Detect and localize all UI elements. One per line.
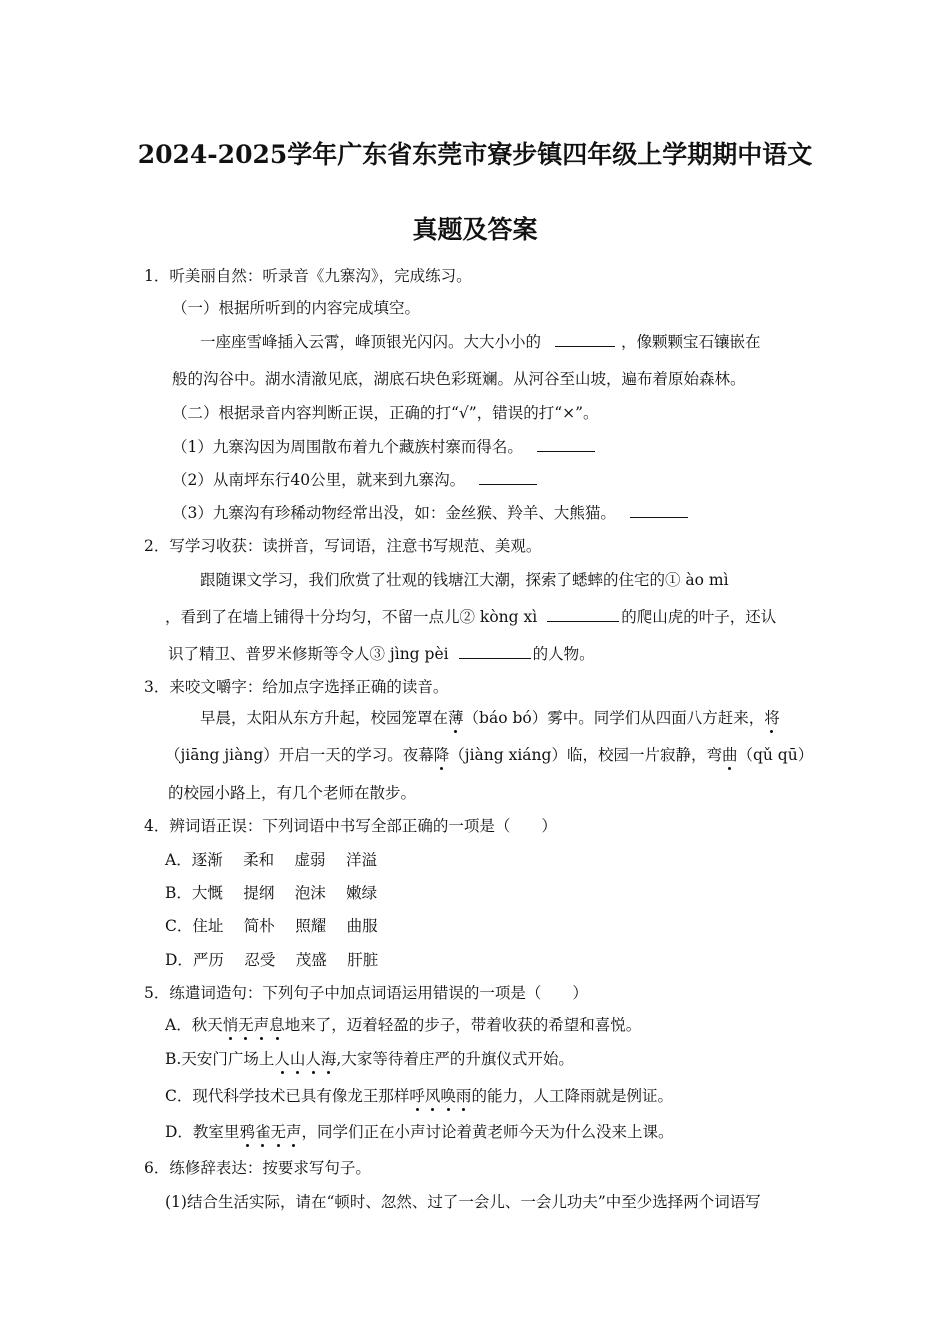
dotted-char: 悄 xyxy=(222,1016,239,1034)
dotted-char: 声 xyxy=(253,1016,270,1034)
q3-line-3: 的校园小路上，有几个老师在散步。 xyxy=(168,784,417,802)
q3-line-1 xyxy=(200,708,780,728)
q1-fill-blank[interactable] xyxy=(555,332,615,347)
q2-line-3-text-a: 识了精卫、普罗米修斯等令人③ jìng pèi xyxy=(168,645,449,663)
dotted-char: 雨 xyxy=(455,1087,472,1105)
q5-option-a-dotted xyxy=(223,1016,285,1034)
q1-item-3-text: （3）九寨沟有珍稀动物经常出没，如：金丝猴、羚羊、大熊猫。 xyxy=(172,504,616,522)
dotted-char: 鸦 xyxy=(239,1123,255,1141)
q1-para-line-2: 般的沟谷中。湖水清澈见底，湖底石块色彩斑斓。从河谷至山坡，遍布着原始森林。 xyxy=(172,370,746,388)
q3-line-2 xyxy=(165,745,813,765)
q1-para-text-a: 一座座雪峰插入云霄，峰顶银光闪闪。大大小小的 xyxy=(200,333,542,351)
dotted-char: 风 xyxy=(424,1087,441,1105)
q1-para-text-b: ，像颗颗宝石镶嵌在 xyxy=(621,333,761,351)
q5-option-c-dotted xyxy=(409,1087,471,1105)
q3-line-2-text-a: （jiāng jiàng）开启一天的学习。夜幕 xyxy=(165,746,434,764)
q2-line-2-text-a: ，看到了在墙上铺得十分均匀，不留一点儿② kòng xì xyxy=(165,608,538,626)
q5-option-b[interactable] xyxy=(165,1049,574,1069)
q1-item-2-text: （2）从南坪东行40公里，就来到九寨沟。 xyxy=(172,471,466,489)
dotted-char: 人 xyxy=(305,1050,321,1068)
q3-line-2-text-b: （jiàng xiáng）临，校园一片寂静，弯 xyxy=(449,746,722,764)
q5-option-d-prefix: D．教室里 xyxy=(165,1123,240,1141)
q4-option-d[interactable]: D．严历 忍受 茂盛 肝脏 xyxy=(165,951,379,969)
q5-option-c-prefix: C．现代科学技术已具有像龙王那样 xyxy=(165,1087,410,1105)
q3-line-1-text-a: 早晨，太阳从东方升起，校园笼罩在 xyxy=(200,709,449,727)
q5-option-d-dotted xyxy=(239,1123,301,1141)
q2-blank-2[interactable] xyxy=(547,607,619,622)
q1-item-1 xyxy=(172,437,595,457)
q3-dotted-char-jiang: 将 xyxy=(764,709,780,727)
q1-stem: 1．听美丽自然：听录音《九寨沟》，完成练习。 xyxy=(144,267,472,285)
q2-stem: 2．写学习收获：读拼音，写词语，注意书写规范、美观。 xyxy=(144,537,542,555)
q5-option-a-suffix: 地来了，迈着轻盈的步子，带着收获的希望和喜悦。 xyxy=(284,1016,642,1034)
q2-line-3-text-b: 的人物。 xyxy=(532,645,595,663)
dotted-char: 人 xyxy=(274,1050,290,1068)
q5-option-b-prefix: B.天安门广场上 xyxy=(165,1050,275,1068)
q6-line-1: (1)结合生活实际，请在“顿时、忽然、过了一会儿、一会儿功夫”中至少选择两个词语写 xyxy=(165,1193,761,1211)
q1-item-2-blank[interactable] xyxy=(479,470,537,485)
dotted-char: 雀 xyxy=(254,1123,271,1141)
q1-para-line-1 xyxy=(200,332,761,352)
dotted-char: 呼 xyxy=(409,1087,425,1105)
document-title-line-1: 2024-2025学年广东省东莞市寮步镇四年级上学期期中语文 xyxy=(137,140,813,169)
q2-line-1: 跟随课文学习，我们欣赏了壮观的钱塘江大潮，探索了蟋蟀的住宅的① ào mì xyxy=(200,571,729,589)
dotted-char: 海 xyxy=(320,1050,337,1068)
q4-stem: 4．辨词语正误：下列词语中书写全部正确的一项是（ ） xyxy=(144,817,557,835)
q5-option-a-prefix: A．秋天 xyxy=(165,1016,223,1034)
q2-line-2-text-b: 的爬山虎的叶子，还认 xyxy=(621,608,777,626)
q4-option-c[interactable]: C．住址 简朴 照耀 曲服 xyxy=(165,917,378,935)
q5-option-b-suffix: ,大家等待着庄严的升旗仪式开始。 xyxy=(336,1050,574,1068)
document-title-line-2: 真题及答案 xyxy=(412,215,538,244)
q4-option-a[interactable]: A．逐渐 柔和 虚弱 洋溢 xyxy=(165,851,377,869)
q5-option-c-suffix: 的能力，人工降雨就是例证。 xyxy=(471,1087,673,1105)
q2-line-3 xyxy=(168,644,595,664)
q1-part2-title: （二）根据录音内容判断正误，正确的打“√”，错误的打“×”。 xyxy=(172,404,599,422)
q2-blank-3[interactable] xyxy=(459,644,531,659)
q1-part1-title: （一）根据所听到的内容完成填空。 xyxy=(172,299,421,317)
dotted-char: 无 xyxy=(238,1016,254,1034)
q4-option-b[interactable]: B．大慨 提纲 泡沫 嫩绿 xyxy=(165,884,378,902)
q5-option-d[interactable] xyxy=(165,1122,674,1142)
q5-option-a[interactable] xyxy=(165,1015,641,1035)
dotted-char: 无 xyxy=(270,1123,286,1141)
q1-item-3 xyxy=(172,503,688,523)
q1-item-1-text: （1）九寨沟因为周围散布着九个藏族村寨而得名。 xyxy=(172,438,523,456)
q5-option-b-dotted xyxy=(274,1050,336,1068)
q6-stem: 6．练修辞表达：按要求写句子。 xyxy=(144,1159,371,1177)
q2-line-2 xyxy=(165,607,776,627)
q3-line-2-text-c: （qǔ qū） xyxy=(737,746,814,764)
q3-dotted-char-jiang2: 降 xyxy=(433,746,450,764)
q5-option-c[interactable] xyxy=(165,1086,673,1106)
dotted-char: 山 xyxy=(289,1050,306,1068)
q3-line-1-text-b: （báo bó）雾中。同学们从四面八方赶来， xyxy=(463,709,765,727)
q3-dotted-char-bao: 薄 xyxy=(448,709,464,727)
q1-item-1-blank[interactable] xyxy=(537,437,595,452)
dotted-char: 唤 xyxy=(440,1087,456,1105)
q5-option-d-suffix: ，同学们正在小声讨论着黄老师今天为什么没来上课。 xyxy=(301,1123,674,1141)
q3-dotted-char-qu: 曲 xyxy=(721,746,738,764)
q5-stem: 5．练遣词造句：下列句子中加点词语运用错误的一项是（ ） xyxy=(144,984,588,1002)
q3-stem: 3．来咬文嚼字：给加点字选择正确的读音。 xyxy=(144,678,449,696)
q1-item-2 xyxy=(172,470,537,490)
q1-item-3-blank[interactable] xyxy=(630,503,688,518)
dotted-char: 声 xyxy=(285,1123,302,1141)
dotted-char: 息 xyxy=(269,1016,285,1034)
